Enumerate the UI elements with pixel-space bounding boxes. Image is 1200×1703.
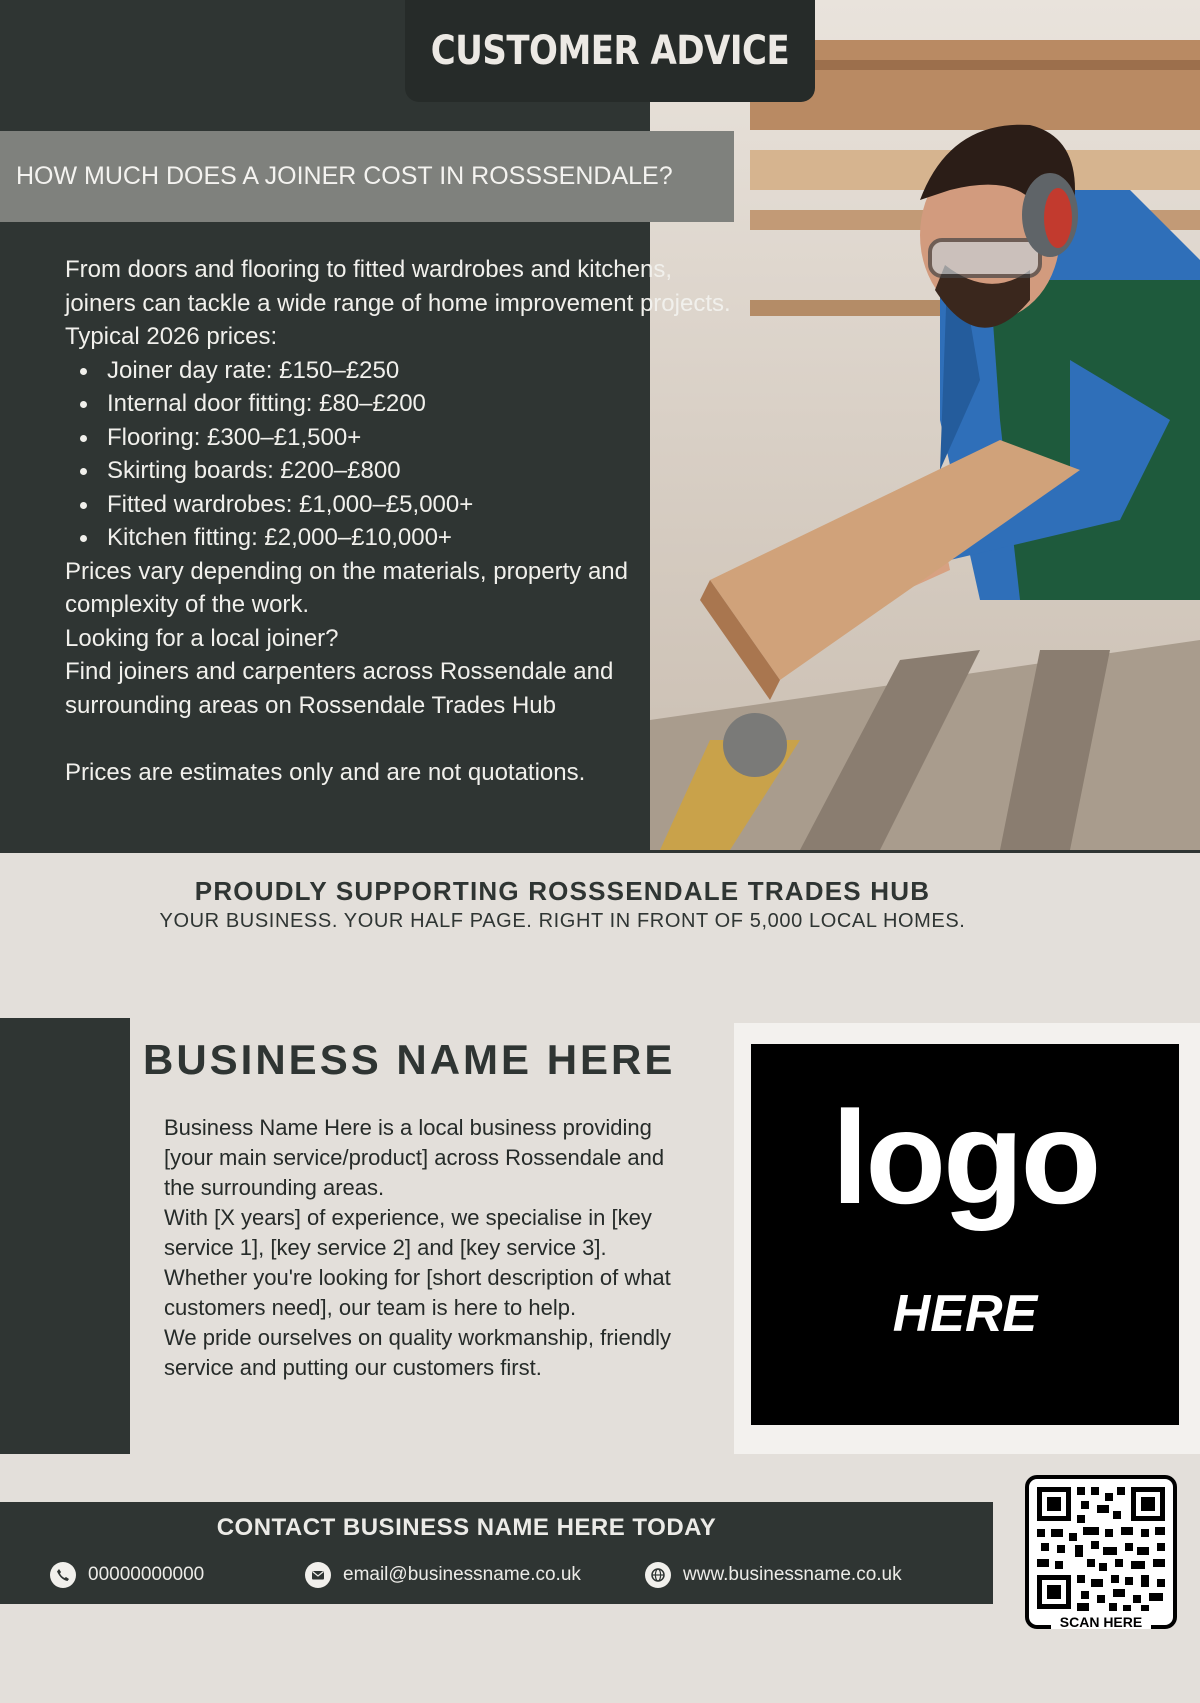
find-line: Find joiners and carpenters across Rossendale and surrounding areas on Rossendale Trades Hub — [65, 658, 614, 719]
section-divider — [0, 850, 1200, 853]
qr-label: SCAN HERE — [1059, 1614, 1143, 1629]
business-name: BUSINESS NAME HERE — [143, 1036, 676, 1083]
accent-strip — [0, 1018, 130, 1454]
website-url: www.businessname.co.uk — [683, 1564, 902, 1585]
advice-intro: From doors and flooring to fitted wardrobes and kitchens, joiners can tackle a wide range of home improvement projects. — [65, 256, 731, 317]
contact-email[interactable] — [305, 1562, 581, 1588]
business-para: With [X years] of experience, we specialise in [key service 1], [key service 2] and [key service 3]. Whether you're looking for [short description of what customers need], our team is here to help. — [164, 1205, 671, 1320]
question-heading: HOW MUCH DOES A JOINER COST IN ROSSSENDALE? — [16, 162, 673, 190]
business-para: Business Name Here is a local business providing [your main service/product] across Rossendale and the surrounding areas. — [164, 1115, 665, 1200]
price-item: Flooring: £300–£1,500+ — [107, 421, 745, 455]
contact-bar — [0, 1502, 993, 1604]
price-item: Internal door fitting: £80–£200 — [107, 387, 745, 421]
advice-section — [0, 0, 1200, 850]
price-item: Fitted wardrobes: £1,000–£5,000+ — [107, 488, 745, 522]
logo-here: HERE — [892, 1285, 1038, 1343]
disclaimer: Prices are estimates only and are not quotations. — [65, 758, 586, 786]
logo-word: logo — [831, 1084, 1099, 1231]
phone-icon — [50, 1562, 76, 1588]
price-list — [65, 354, 745, 555]
business-description — [164, 1113, 674, 1383]
question-banner — [0, 131, 734, 222]
price-item: Joiner day rate: £150–£250 — [107, 354, 745, 388]
price-item: Skirting boards: £200–£800 — [107, 454, 745, 488]
looking-line: Looking for a local joiner? — [65, 624, 339, 652]
phone-number: 00000000000 — [88, 1564, 205, 1585]
qr-code[interactable] — [1025, 1475, 1177, 1629]
email-address: email@businessname.co.uk — [343, 1564, 581, 1585]
support-subtitle: YOUR BUSINESS. YOUR HALF PAGE. RIGHT IN FRONT OF 5,000 LOCAL HOMES. — [159, 910, 966, 932]
customer-advice-label: CUSTOMER ADVICE — [430, 27, 790, 75]
contact-title: CONTACT BUSINESS NAME HERE TODAY — [216, 1514, 717, 1541]
advice-body — [65, 253, 745, 789]
contact-phone[interactable] — [50, 1562, 204, 1588]
price-vary-note: Prices vary depending on the materials, property and complexity of the work. — [65, 557, 628, 618]
prices-heading: Typical 2026 prices: — [65, 323, 278, 350]
contact-website[interactable] — [645, 1562, 902, 1588]
price-item: Kitchen fitting: £2,000–£10,000+ — [107, 521, 745, 555]
mail-icon — [305, 1562, 331, 1588]
customer-advice-tab — [405, 0, 815, 102]
support-title: PROUDLY SUPPORTING ROSSSENDALE TRADES HUB — [194, 876, 931, 906]
logo-placeholder — [751, 1044, 1179, 1425]
business-para: We pride ourselves on quality workmanship, friendly service and putting our customers first. — [164, 1325, 672, 1380]
globe-icon — [645, 1562, 671, 1588]
